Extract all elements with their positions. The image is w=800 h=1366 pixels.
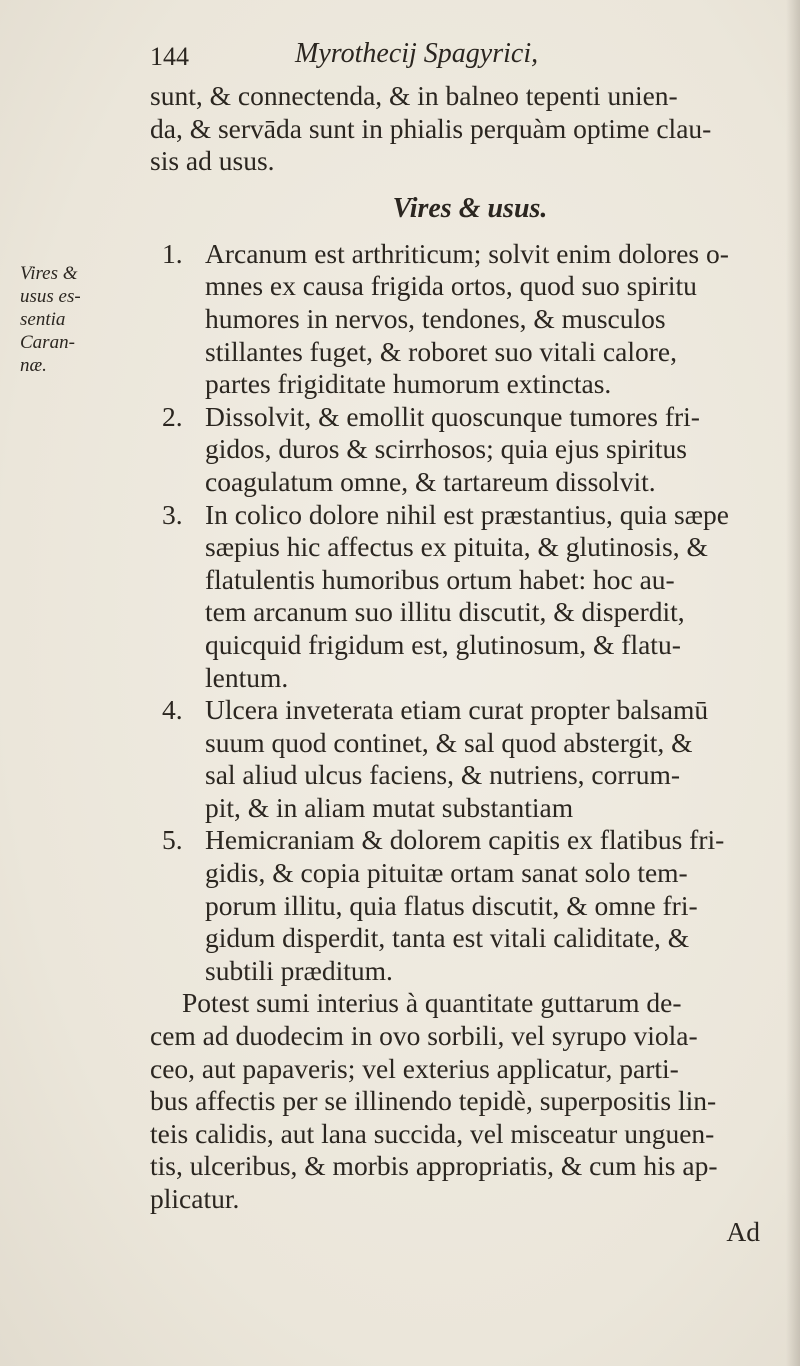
margin-note <box>20 262 130 377</box>
running-head: Myrothecij Spagyrici, <box>295 38 539 69</box>
item-line: Arcanum est arthriticum; solvit enim dolores o- <box>205 237 729 269</box>
catchword: Ad <box>726 1215 760 1247</box>
item-number: 4. <box>162 694 183 726</box>
margin-note-line: sentia <box>20 309 66 330</box>
item-line: gidum disperdit, tanta est vitali caliditate, & <box>205 922 690 954</box>
closing-line: tis, ulceribus, & morbis appropriatis, & cum his ap- <box>150 1150 718 1182</box>
item-line: sæpius hic affectus ex pituita, & glutinosis, & <box>205 531 708 563</box>
item-line: flatulentis humoribus ortum habet: hoc au- <box>205 563 675 595</box>
section-heading: Vires & usus. <box>392 192 548 224</box>
item-number: 3. <box>162 498 183 530</box>
margin-note-line: næ. <box>20 355 47 376</box>
intro-line: sunt, & connectenda, & in balneo tepenti unien- <box>150 80 678 111</box>
closing-line: plicatur. <box>150 1183 240 1214</box>
item-line: tem arcanum suo illitu discutit, & disperdit, <box>205 596 685 628</box>
item-line: pit, & in aliam mutat substantiam <box>205 791 574 823</box>
item-line: Ulcera inveterata etiam curat propter balsamū <box>205 694 709 726</box>
closing-line: teis calidis, aut lana succida, vel misceatur unguen- <box>150 1117 715 1149</box>
item-line: lentum. <box>205 661 289 693</box>
closing-line: bus affectis per se illinendo tepidè, superpositis lin- <box>150 1085 717 1117</box>
page-header <box>150 38 710 78</box>
item-line: subtili præditum. <box>205 954 393 986</box>
item-line: Dissolvit, & emollit quoscunque tumores fri- <box>205 400 700 432</box>
item-line: partes frigiditate humorum extinctas. <box>205 368 612 400</box>
item-line: porum illitu, quia flatus discutit, & omne fri- <box>205 889 698 921</box>
item-line: gidis, & copia pituitæ ortam sanat solo tem- <box>205 857 688 889</box>
margin-note-line: Vires & <box>20 263 78 284</box>
item-line: In colico dolore nihil est præstantius, quia sæpe <box>205 498 729 530</box>
intro-line: da, & servāda sunt in phialis perquàm optime clau- <box>150 112 712 144</box>
margin-note-line: usus es- <box>20 286 81 307</box>
item-line: humores in nervos, tendones, & musculos <box>205 302 666 334</box>
item-number: 2. <box>162 400 183 432</box>
item-number: 5. <box>162 824 183 856</box>
item-line: stillantes fuget, & roboret suo vitali calore, <box>205 335 677 367</box>
item-line: quicquid frigidum est, glutinosum, & flatu- <box>205 628 681 660</box>
item-line: gidos, duros & scirrhosos; quia ejus spiritus <box>205 433 688 465</box>
section-heading-row <box>150 178 790 238</box>
page-number: 144 <box>150 42 189 71</box>
numbered-item <box>150 401 790 499</box>
item-line: suum quod continet, & sal quod abstergit, & <box>205 726 693 758</box>
closing-line: cem ad duodecim in ovo sorbili, vel syrupo viola- <box>150 1020 698 1052</box>
closing-line: ceo, aut papaveris; vel exterius applicatur, parti- <box>150 1052 679 1084</box>
item-line: Hemicraniam & dolorem capitis ex flatibus fri- <box>205 824 725 856</box>
margin-note-line: Caran- <box>20 332 75 353</box>
item-line: sal aliud ulcus faciens, & nutriens, corrum- <box>205 759 681 791</box>
body-text <box>150 80 790 1248</box>
item-line: mnes ex causa frigida ortos, quod suo spiritu <box>205 270 697 302</box>
numbered-item <box>150 238 790 401</box>
item-number: 1. <box>162 237 183 269</box>
numbered-item <box>150 824 790 987</box>
item-line: coagulatum omne, & tartareum dissolvit. <box>205 465 656 497</box>
numbered-item <box>150 499 790 695</box>
intro-line: sis ad usus. <box>150 145 275 177</box>
closing-line: Potest sumi interius à quantitate guttarum de- <box>182 987 682 1019</box>
numbered-item <box>150 694 790 824</box>
